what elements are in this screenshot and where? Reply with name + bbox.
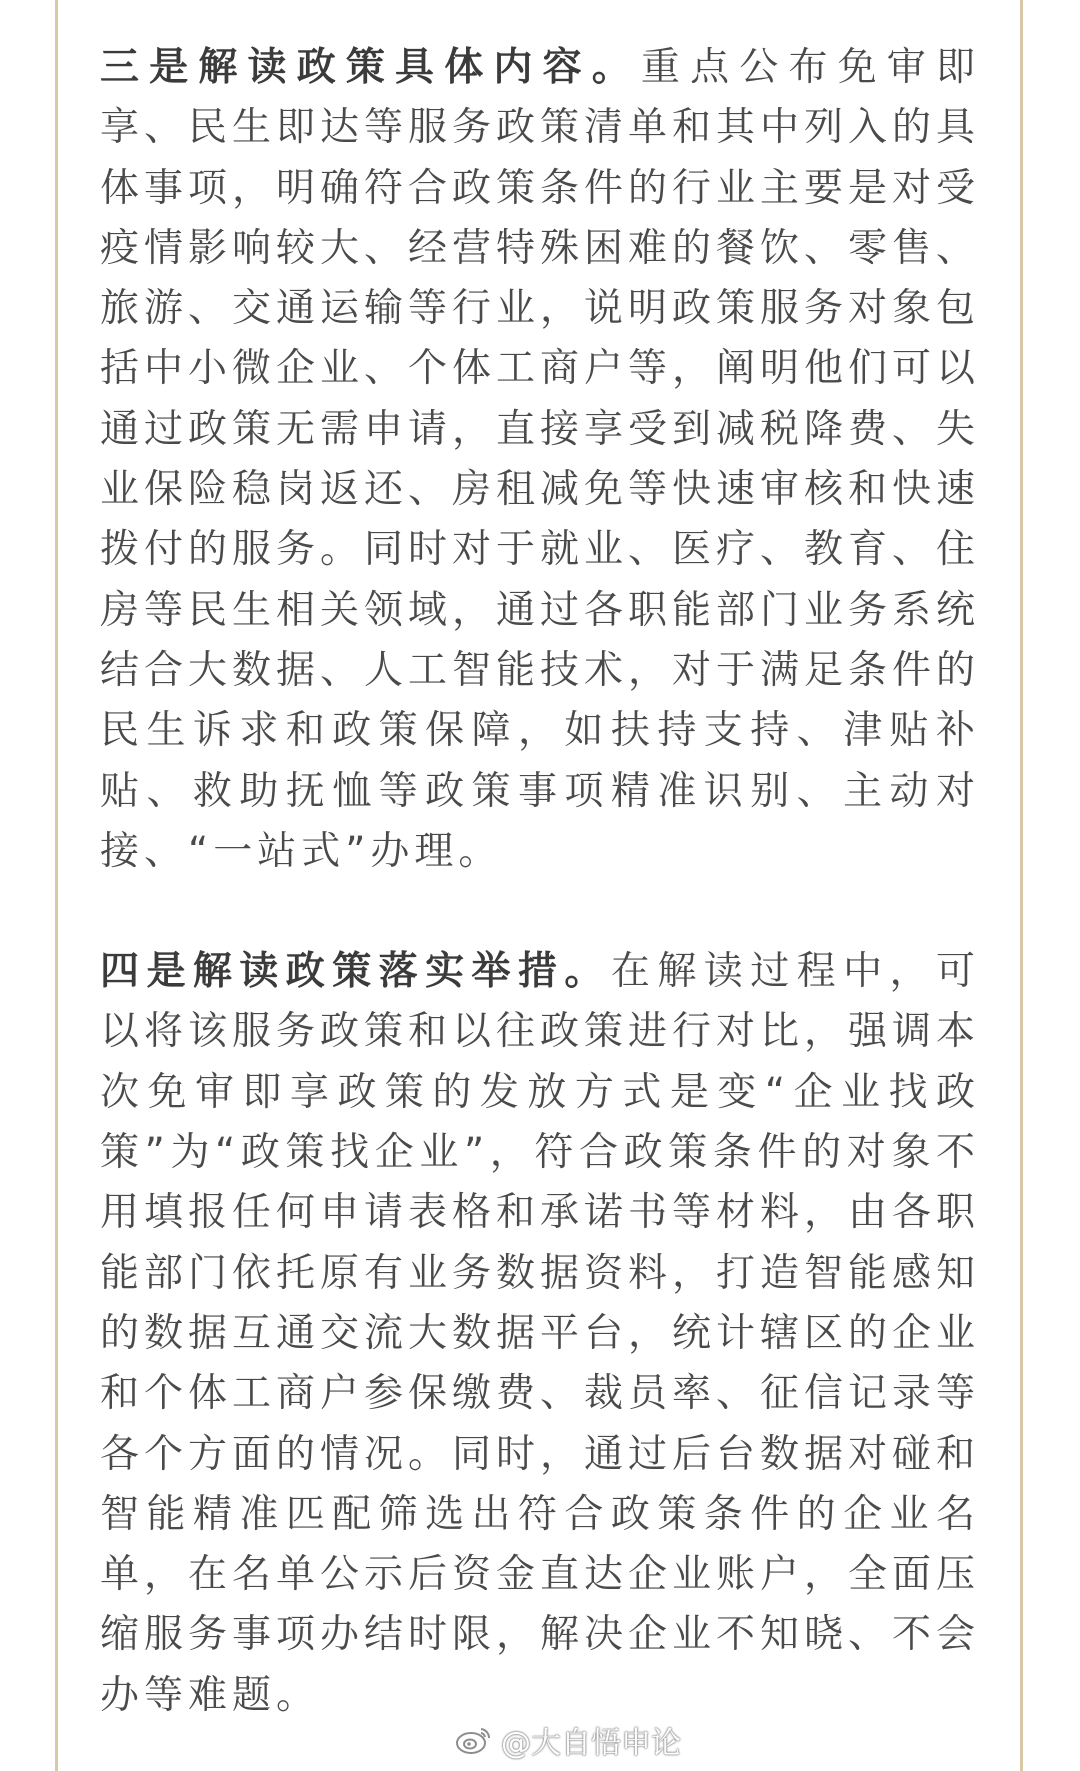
paragraph-three (100, 38, 980, 882)
paragraph-four-text: 在解读过程中，可以将该服务政策和以往政策进行对比，强调本次免审即享政策的发放方式是变“企业找政策”为“政策找企业”，符合政策条件的对象不用填报任何申请表格和承诺书等材料，由各职能部门依托原有业务数据资料，打造智能感知的数据互通交流大数据平台，统计辖区的企业和个体工商户参保缴费、裁员率、征信记录等各个方面的情况。同时，通过后台数据对碰和智能精准匹配筛选出符合政策条件的企业名单，在名单公示后资金直达企业账户，全面压缩服务事项办结时限，解决企业不知晓、不会办等难题。 (100, 949, 981, 1718)
paragraph-three-text: 重点公布免审即享、民生即达等服务政策清单和其中列入的具体事项，明确符合政策条件的行业主要是对受疫情影响较大、经营特殊困难的餐饮、零售、旅游、交通运输等行业，说明政策服务对象包括中小微企业、个体工商户等，阐明他们可以通过政策无需申请，直接享受到减税降费、失业保险稳岗返还、房租减免等快速审核和快速拨付的服务。同时对于就业、医疗、教育、住房等民生相关领域，通过各职能部门业务系统结合大数据、人工智能技术，对于满足条件的民生诉求和政策保障，如扶持支持、津贴补贴、救助抚恤等政策事项精准识别、主动对接、“一站式”办理。 (100, 45, 981, 874)
paragraph-three-lead: 三是解读政策具体内容。 (100, 45, 641, 90)
weibo-icon (455, 1725, 493, 1755)
paragraph-four (100, 942, 980, 1726)
weibo-watermark (455, 1722, 681, 1761)
paragraph-four-lead: 四是解读政策落实举措。 (100, 949, 611, 995)
article-body (100, 38, 980, 1726)
watermark-text: @大自悟申论 (501, 1726, 681, 1761)
